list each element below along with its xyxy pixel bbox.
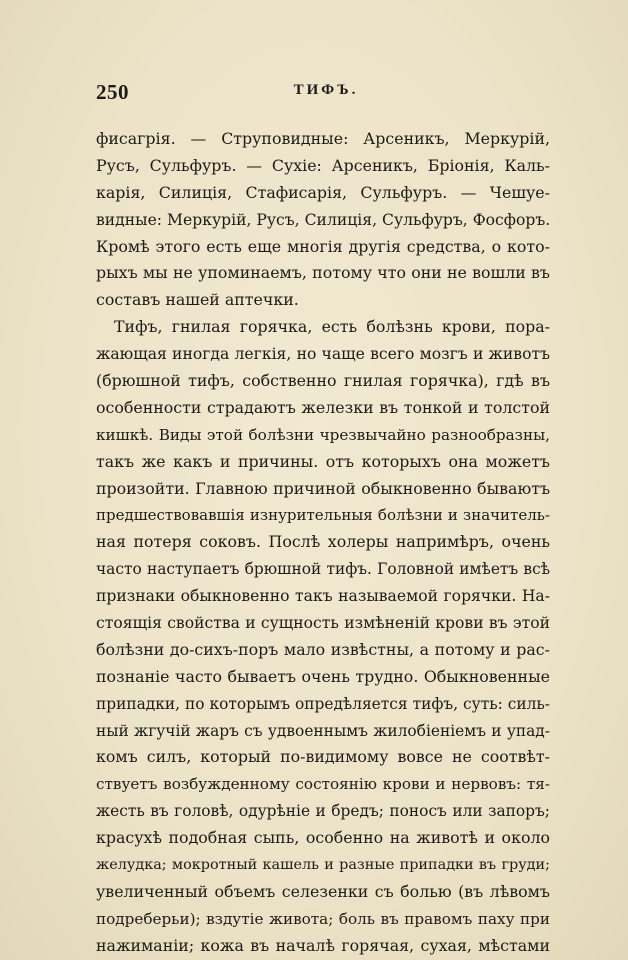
page-number: 250 bbox=[96, 80, 129, 104]
text-line: составъ нашей аптечки. bbox=[96, 290, 299, 310]
text-line: кишкѣ. Виды этой болѣзни чрезвычайно разнообразны, bbox=[96, 425, 550, 444]
text-line: Кромѣ этого есть еще многія другія средства, о кото- bbox=[96, 236, 550, 256]
text-line: особенности страдаютъ железки въ тонкой и толстой bbox=[96, 397, 550, 417]
text-line: болѣзни до-сихъ-поръ мало извѣстны, а потому и рас- bbox=[96, 639, 550, 659]
running-title: ТИФЪ. bbox=[293, 82, 359, 98]
text-line: красухѣ подобная сыпь, особенно на животѣ и около bbox=[96, 828, 550, 848]
text-line: признаки обыкновенно такъ называемой горячки. На- bbox=[96, 587, 550, 606]
text-line: подреберьи); вздутіе живота; боль въ правомъ паху при bbox=[96, 909, 550, 928]
text-line: познаніе часто бываетъ очень трудно. Обыкновенные bbox=[96, 666, 550, 686]
text-line: такъ же какъ и причины. отъ которыхъ она можетъ bbox=[96, 451, 550, 471]
text-line: ный жгучій жаръ съ удвоеннымъ жилобіеніемъ и упад- bbox=[96, 721, 550, 740]
body-text bbox=[96, 126, 550, 960]
text-line: рыхъ мы не упоминаемъ, потому что они не вошли въ bbox=[96, 263, 550, 283]
text-line: карія, Силиція, Стафисарія, Сульфуръ. — Чешуе- bbox=[96, 182, 550, 202]
text-line: Русъ, Сульфуръ. — Сухіе: Арсеникъ, Бріонія, Каль- bbox=[96, 155, 550, 175]
text-line: нажиманіи; кожа въ началѣ горячая, сухая, мѣстами bbox=[96, 935, 550, 955]
text-line: (брюшной тифъ, собственно гнилая горячка), гдѣ въ bbox=[96, 371, 550, 391]
text-line: видные: Меркурій, Русъ, Силиція, Сульфуръ, Фосфоръ. bbox=[96, 210, 551, 229]
text-line: увеличенный объемъ селезенки съ болью (въ лѣвомъ bbox=[96, 881, 550, 901]
running-head bbox=[96, 80, 556, 110]
text-line: произойти. Главною причиной обыкновенно бываютъ bbox=[96, 478, 550, 498]
text-line: желудка; мокротный кашель и разные припадки въ груди; bbox=[96, 857, 550, 874]
text-line: стоящія свойства и сущность измѣненій крови въ этой bbox=[96, 614, 550, 633]
text-line: фисагрія. — Струповидные: Арсеникъ, Меркурій, bbox=[96, 129, 550, 148]
text-line: жающая иногда легкія, но чаще всего мозгъ и животъ bbox=[96, 345, 550, 364]
text-line: комъ силъ, который по-видимому вовсе не соотвѣт- bbox=[96, 747, 550, 767]
text-line: жесть въ головѣ, одурѣніе и бредъ; поносъ или запоръ; bbox=[96, 802, 550, 821]
text-line: ная потеря соковъ. Послѣ холеры напримѣръ, очень bbox=[96, 532, 550, 552]
paragraph-start-line: Тифъ, гнилая горячка, есть болѣзнь крови, пора- bbox=[114, 317, 550, 337]
text-line: ствуетъ возбужденному состоянію крови и нервовъ: тя- bbox=[96, 775, 550, 794]
text-line: часто наступаетъ брюшной тифъ. Головной имѣетъ всѣ bbox=[96, 560, 550, 579]
text-line: припадки, по которымъ опредѣляется тифъ, суть: силь- bbox=[96, 694, 550, 713]
text-line: предшествовавшія изнурительныя болѣзни и значитель- bbox=[96, 506, 550, 525]
